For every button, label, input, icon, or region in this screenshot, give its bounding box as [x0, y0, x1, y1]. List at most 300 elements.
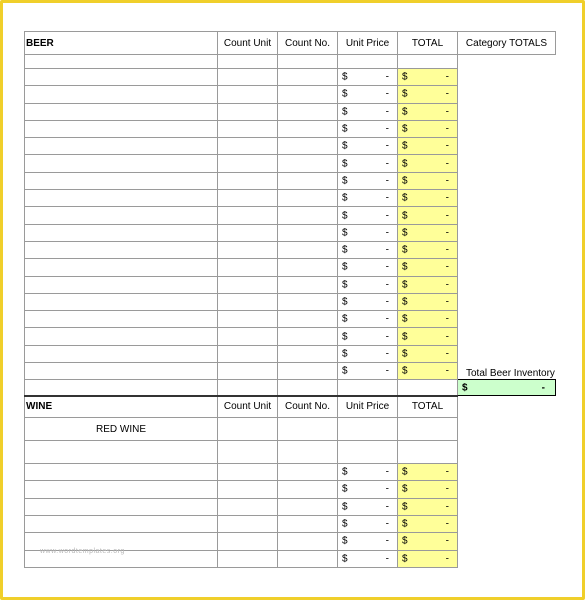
- amount-value: -: [445, 175, 449, 187]
- total-beer-inventory-value: [458, 380, 556, 396]
- item-name-cell[interactable]: [25, 345, 218, 362]
- unit-price-cell[interactable]: [338, 138, 398, 155]
- amount-value: -: [385, 192, 389, 204]
- currency-symbol: $: [342, 175, 348, 187]
- unit-price-cell[interactable]: [338, 293, 398, 310]
- empty-cell[interactable]: [218, 380, 278, 396]
- empty-cell: [458, 345, 556, 362]
- total-cell[interactable]: [398, 259, 458, 276]
- currency-symbol: $: [342, 140, 348, 152]
- currency-symbol: $: [402, 466, 408, 478]
- empty-cell: [458, 464, 556, 481]
- count-no-cell[interactable]: [278, 441, 338, 464]
- unit-price-cell[interactable]: [338, 276, 398, 293]
- currency-symbol: $: [342, 483, 348, 495]
- total-cell[interactable]: [398, 224, 458, 241]
- count-no-cell[interactable]: [278, 172, 338, 189]
- empty-cell: [458, 138, 556, 155]
- amount-value: -: [445, 313, 449, 325]
- amount-value: -: [385, 244, 389, 256]
- count-no-cell[interactable]: [278, 69, 338, 86]
- count-unit-cell[interactable]: [218, 259, 278, 276]
- beer-row: [25, 259, 556, 276]
- count-unit-cell[interactable]: [218, 69, 278, 86]
- total-cell[interactable]: [398, 481, 458, 498]
- beer-col-count-no: Count No.: [278, 32, 338, 55]
- currency-symbol: $: [342, 296, 348, 308]
- wine-col-count-unit: Count Unit: [218, 396, 278, 418]
- empty-cell: [458, 550, 556, 567]
- count-unit-cell[interactable]: [218, 103, 278, 120]
- count-unit-cell[interactable]: [218, 138, 278, 155]
- empty-cell: [458, 311, 556, 328]
- count-no-cell[interactable]: [278, 498, 338, 515]
- count-no-cell[interactable]: [278, 207, 338, 224]
- amount-value: -: [445, 483, 449, 495]
- item-name-cell[interactable]: [25, 69, 218, 86]
- item-name-cell[interactable]: [25, 293, 218, 310]
- currency-symbol: $: [342, 466, 348, 478]
- count-unit-cell[interactable]: [218, 515, 278, 532]
- total-cell[interactable]: [398, 241, 458, 258]
- count-unit-cell[interactable]: [218, 224, 278, 241]
- item-name-cell[interactable]: [25, 276, 218, 293]
- currency-symbol: $: [402, 331, 408, 343]
- unit-price-cell[interactable]: [338, 86, 398, 103]
- currency-symbol: $: [402, 244, 408, 256]
- item-name-cell[interactable]: [25, 103, 218, 120]
- item-name-cell[interactable]: [25, 441, 218, 464]
- amount-value: -: [445, 140, 449, 152]
- beer-col-count-unit: Count Unit: [218, 32, 278, 55]
- beer-row: [25, 172, 556, 189]
- unit-price-cell[interactable]: [338, 69, 398, 86]
- count-no-cell[interactable]: [278, 311, 338, 328]
- amount-value: -: [445, 518, 449, 530]
- beer-row: [25, 155, 556, 172]
- total-cell[interactable]: [398, 498, 458, 515]
- item-name-cell[interactable]: [25, 138, 218, 155]
- beer-row: [25, 293, 556, 310]
- item-name-cell[interactable]: [25, 464, 218, 481]
- item-name-cell[interactable]: [25, 172, 218, 189]
- total-cell[interactable]: [398, 441, 458, 464]
- amount-value: -: [445, 123, 449, 135]
- amount-value: -: [385, 140, 389, 152]
- count-unit-cell[interactable]: [218, 55, 278, 69]
- item-name-cell[interactable]: [25, 86, 218, 103]
- inventory-sheet: [24, 31, 556, 568]
- count-no-cell[interactable]: [278, 515, 338, 532]
- currency-symbol: $: [402, 158, 408, 170]
- total-cell[interactable]: [398, 550, 458, 567]
- currency-symbol: $: [402, 192, 408, 204]
- count-no-cell[interactable]: [278, 276, 338, 293]
- unit-price-cell[interactable]: [338, 311, 398, 328]
- currency-symbol: $: [402, 140, 408, 152]
- currency-symbol: $: [342, 261, 348, 273]
- currency-symbol: $: [402, 123, 408, 135]
- total-cell[interactable]: [398, 515, 458, 532]
- amount-value: -: [541, 382, 545, 394]
- beer-col-unit-price: Unit Price: [338, 32, 398, 55]
- unit-price-cell[interactable]: [338, 103, 398, 120]
- beer-row: [25, 328, 556, 345]
- amount-value: -: [445, 365, 449, 377]
- item-name-cell[interactable]: [25, 120, 218, 137]
- beer-row: [25, 207, 556, 224]
- empty-cell: [458, 515, 556, 532]
- unit-price-cell[interactable]: [338, 498, 398, 515]
- currency-symbol: $: [342, 88, 348, 100]
- amount-value: -: [445, 88, 449, 100]
- amount-value: -: [445, 279, 449, 291]
- count-no-cell[interactable]: [278, 138, 338, 155]
- count-no-cell[interactable]: [278, 224, 338, 241]
- amount-value: -: [445, 227, 449, 239]
- wine-header-row: [25, 396, 556, 418]
- count-unit-cell[interactable]: [218, 293, 278, 310]
- amount-value: -: [445, 501, 449, 513]
- amount-value: -: [385, 123, 389, 135]
- count-unit-cell[interactable]: [218, 311, 278, 328]
- empty-cell: [458, 441, 556, 464]
- amount-value: -: [385, 535, 389, 547]
- count-unit-cell[interactable]: [218, 498, 278, 515]
- unit-price-cell[interactable]: [338, 345, 398, 362]
- beer-row: [25, 69, 556, 86]
- unit-price-cell[interactable]: [338, 550, 398, 567]
- amount-value: -: [445, 261, 449, 273]
- unit-price-cell[interactable]: [338, 464, 398, 481]
- count-unit-cell[interactable]: [218, 120, 278, 137]
- amount-value: -: [385, 331, 389, 343]
- count-unit-cell[interactable]: [218, 441, 278, 464]
- beer-row: [25, 103, 556, 120]
- total-cell[interactable]: [398, 276, 458, 293]
- empty-cell[interactable]: [218, 418, 278, 441]
- amount-value: -: [445, 158, 449, 170]
- red-wine-subheading: RED WINE: [25, 418, 218, 441]
- amount-value: -: [445, 192, 449, 204]
- amount-value: -: [385, 518, 389, 530]
- unit-price-cell[interactable]: [338, 120, 398, 137]
- currency-symbol: $: [342, 106, 348, 118]
- amount-value: -: [385, 106, 389, 118]
- count-no-cell[interactable]: [278, 103, 338, 120]
- currency-symbol: $: [342, 210, 348, 222]
- total-cell[interactable]: [398, 533, 458, 550]
- unit-price-cell[interactable]: [338, 363, 398, 380]
- total-cell[interactable]: [398, 120, 458, 137]
- currency-symbol: $: [342, 313, 348, 325]
- currency-symbol: $: [342, 518, 348, 530]
- wine-col-count-no: Count No.: [278, 396, 338, 418]
- currency-symbol: $: [402, 365, 408, 377]
- currency-symbol: $: [342, 192, 348, 204]
- empty-cell: [458, 276, 556, 293]
- item-name-cell[interactable]: [25, 224, 218, 241]
- unit-price-cell[interactable]: [338, 481, 398, 498]
- beer-row: [25, 86, 556, 103]
- currency-symbol: $: [402, 279, 408, 291]
- total-cell[interactable]: [398, 155, 458, 172]
- item-name-cell[interactable]: [25, 498, 218, 515]
- red-wine-row: [25, 418, 556, 441]
- count-unit-cell[interactable]: [218, 363, 278, 380]
- count-no-cell[interactable]: [278, 345, 338, 362]
- empty-cell[interactable]: [278, 380, 338, 396]
- amount-value: -: [445, 71, 449, 83]
- total-beer-inventory-label: Total Beer Inventory: [466, 368, 555, 380]
- beer-row: [25, 190, 556, 207]
- unit-price-cell[interactable]: [338, 241, 398, 258]
- currency-symbol: $: [342, 331, 348, 343]
- amount-value: -: [385, 261, 389, 273]
- count-no-cell[interactable]: [278, 190, 338, 207]
- amount-value: -: [385, 348, 389, 360]
- empty-cell[interactable]: [338, 380, 398, 396]
- beer-header-row: [25, 32, 556, 55]
- amount-value: -: [385, 88, 389, 100]
- unit-price-cell[interactable]: [338, 155, 398, 172]
- currency-symbol: $: [402, 553, 408, 565]
- empty-cell: [458, 498, 556, 515]
- count-unit-cell[interactable]: [218, 172, 278, 189]
- empty-cell: [458, 172, 556, 189]
- count-no-cell[interactable]: [278, 293, 338, 310]
- total-cell[interactable]: [398, 172, 458, 189]
- currency-symbol: $: [342, 279, 348, 291]
- count-unit-cell[interactable]: [218, 241, 278, 258]
- currency-symbol: $: [402, 518, 408, 530]
- amount-value: -: [445, 210, 449, 222]
- amount-value: -: [385, 466, 389, 478]
- currency-symbol: $: [402, 106, 408, 118]
- wine-row: [25, 498, 556, 515]
- count-no-cell[interactable]: [278, 120, 338, 137]
- beer-row: [25, 241, 556, 258]
- item-name-cell[interactable]: [25, 207, 218, 224]
- total-cell[interactable]: [398, 311, 458, 328]
- beer-row: [25, 138, 556, 155]
- count-no-cell[interactable]: [278, 86, 338, 103]
- empty-cell: [458, 120, 556, 137]
- currency-symbol: $: [342, 71, 348, 83]
- amount-value: -: [385, 227, 389, 239]
- total-cell[interactable]: [398, 103, 458, 120]
- count-unit-cell[interactable]: [218, 464, 278, 481]
- empty-cell[interactable]: [398, 380, 458, 396]
- currency-symbol: $: [342, 158, 348, 170]
- unit-price-cell[interactable]: [338, 328, 398, 345]
- empty-cell: [458, 55, 556, 69]
- beer-row: [25, 276, 556, 293]
- beer-row: [25, 345, 556, 362]
- amount-value: -: [385, 501, 389, 513]
- count-no-cell[interactable]: [278, 259, 338, 276]
- total-cell[interactable]: [398, 363, 458, 380]
- empty-cell: [458, 155, 556, 172]
- count-no-cell[interactable]: [278, 241, 338, 258]
- empty-cell: [458, 328, 556, 345]
- count-unit-cell[interactable]: [218, 155, 278, 172]
- total-cell[interactable]: [398, 328, 458, 345]
- wine-row: [25, 515, 556, 532]
- beer-row: [25, 363, 556, 380]
- item-name-cell[interactable]: [25, 190, 218, 207]
- currency-symbol: $: [402, 210, 408, 222]
- amount-value: -: [385, 71, 389, 83]
- beer-row: [25, 224, 556, 241]
- empty-cell: [458, 103, 556, 120]
- amount-value: -: [445, 331, 449, 343]
- empty-cell[interactable]: [338, 418, 398, 441]
- count-unit-cell[interactable]: [218, 550, 278, 567]
- item-name-cell[interactable]: [25, 363, 218, 380]
- category-totals-header: Category TOTALS: [458, 32, 556, 55]
- currency-symbol: $: [402, 296, 408, 308]
- amount-value: -: [445, 244, 449, 256]
- currency-symbol: $: [402, 313, 408, 325]
- empty-cell: [458, 241, 556, 258]
- beer-row: [25, 120, 556, 137]
- beer-section-title: BEER: [25, 32, 218, 55]
- count-unit-cell[interactable]: [218, 86, 278, 103]
- item-name-cell[interactable]: [25, 481, 218, 498]
- amount-value: -: [385, 365, 389, 377]
- item-name-cell[interactable]: [25, 311, 218, 328]
- count-unit-cell[interactable]: [218, 328, 278, 345]
- unit-price-cell[interactable]: [338, 190, 398, 207]
- currency-symbol: $: [402, 175, 408, 187]
- currency-symbol: $: [342, 535, 348, 547]
- wine-row: [25, 481, 556, 498]
- unit-price-cell[interactable]: [338, 55, 398, 69]
- amount-value: -: [385, 279, 389, 291]
- total-cell[interactable]: [398, 190, 458, 207]
- currency-symbol: $: [342, 365, 348, 377]
- currency-symbol: $: [342, 501, 348, 513]
- currency-symbol: $: [402, 501, 408, 513]
- count-no-cell[interactable]: [278, 533, 338, 550]
- empty-cell: [458, 418, 556, 441]
- wine-col-total: TOTAL: [398, 396, 458, 418]
- item-name-cell[interactable]: [25, 241, 218, 258]
- amount-value: -: [445, 106, 449, 118]
- amount-value: -: [385, 553, 389, 565]
- empty-cell[interactable]: [278, 418, 338, 441]
- count-no-cell[interactable]: [278, 55, 338, 69]
- total-cell[interactable]: [398, 293, 458, 310]
- wine-section-title: WINE: [25, 396, 218, 418]
- amount-value: -: [385, 175, 389, 187]
- count-no-cell[interactable]: [278, 363, 338, 380]
- blank-row: [25, 441, 556, 464]
- currency-symbol: $: [462, 382, 468, 394]
- total-cell[interactable]: [398, 464, 458, 481]
- count-no-cell[interactable]: [278, 328, 338, 345]
- total-cell[interactable]: [398, 345, 458, 362]
- unit-price-cell[interactable]: [338, 259, 398, 276]
- amount-value: -: [385, 483, 389, 495]
- amount-value: -: [445, 535, 449, 547]
- count-unit-cell[interactable]: [218, 345, 278, 362]
- wine-row: [25, 464, 556, 481]
- amount-value: -: [385, 210, 389, 222]
- currency-symbol: $: [402, 261, 408, 273]
- currency-symbol: $: [342, 227, 348, 239]
- empty-cell: [458, 481, 556, 498]
- total-cell[interactable]: [398, 86, 458, 103]
- item-name-cell[interactable]: [25, 55, 218, 69]
- count-no-cell[interactable]: [278, 550, 338, 567]
- currency-symbol: $: [342, 553, 348, 565]
- amount-value: -: [445, 553, 449, 565]
- beer-total-row: [25, 380, 556, 396]
- count-unit-cell[interactable]: [218, 207, 278, 224]
- empty-cell: [458, 190, 556, 207]
- count-unit-cell[interactable]: [218, 276, 278, 293]
- empty-cell: [458, 86, 556, 103]
- count-no-cell[interactable]: [278, 464, 338, 481]
- count-no-cell[interactable]: [278, 155, 338, 172]
- empty-cell[interactable]: [25, 380, 218, 396]
- currency-symbol: $: [402, 348, 408, 360]
- blank-row: [25, 55, 556, 69]
- empty-cell: [458, 224, 556, 241]
- unit-price-cell[interactable]: [338, 207, 398, 224]
- wine-col-unit-price: Unit Price: [338, 396, 398, 418]
- amount-value: -: [385, 296, 389, 308]
- empty-cell: [458, 69, 556, 86]
- beer-row: [25, 311, 556, 328]
- currency-symbol: $: [402, 227, 408, 239]
- item-name-cell[interactable]: [25, 515, 218, 532]
- total-cell[interactable]: [398, 69, 458, 86]
- total-cell[interactable]: [398, 207, 458, 224]
- amount-value: -: [385, 313, 389, 325]
- item-name-cell[interactable]: [25, 155, 218, 172]
- currency-symbol: $: [402, 88, 408, 100]
- unit-price-cell[interactable]: [338, 515, 398, 532]
- count-unit-cell[interactable]: [218, 481, 278, 498]
- currency-symbol: $: [402, 535, 408, 547]
- empty-cell: [458, 396, 556, 418]
- empty-cell[interactable]: [398, 418, 458, 441]
- count-no-cell[interactable]: [278, 481, 338, 498]
- amount-value: -: [445, 348, 449, 360]
- watermark-text: www.wordtemplates.org: [40, 548, 125, 555]
- item-name-cell[interactable]: [25, 328, 218, 345]
- unit-price-cell[interactable]: [338, 441, 398, 464]
- beer-col-total: TOTAL: [398, 32, 458, 55]
- currency-symbol: $: [402, 71, 408, 83]
- unit-price-cell[interactable]: [338, 172, 398, 189]
- currency-symbol: $: [402, 483, 408, 495]
- unit-price-cell[interactable]: [338, 533, 398, 550]
- unit-price-cell[interactable]: [338, 224, 398, 241]
- currency-symbol: $: [342, 123, 348, 135]
- item-name-cell[interactable]: [25, 259, 218, 276]
- total-cell[interactable]: [398, 138, 458, 155]
- total-cell[interactable]: [398, 55, 458, 69]
- empty-cell: [458, 259, 556, 276]
- count-unit-cell[interactable]: [218, 533, 278, 550]
- currency-symbol: $: [342, 348, 348, 360]
- amount-value: -: [445, 296, 449, 308]
- count-unit-cell[interactable]: [218, 190, 278, 207]
